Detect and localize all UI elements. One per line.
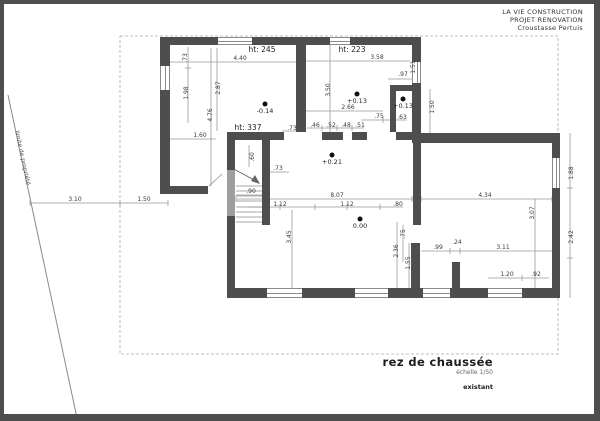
dimension-label: 3.11 bbox=[496, 244, 510, 251]
dimension-label: .75 bbox=[374, 113, 384, 120]
level-marker-value: 0.00 bbox=[352, 222, 368, 230]
dimension-label: 1.88 bbox=[568, 166, 575, 180]
dimension-label: .73 bbox=[287, 125, 297, 132]
dimension-label: 3.50 bbox=[325, 83, 332, 97]
wall-segment bbox=[262, 140, 270, 188]
wall-segment bbox=[352, 132, 367, 140]
dimension-label: .75 bbox=[400, 229, 407, 239]
room-height-label: ht: 337 bbox=[234, 123, 262, 132]
dimension-label: 1.51 bbox=[410, 60, 417, 74]
wall-segment bbox=[296, 45, 306, 132]
dimension-label: .99 bbox=[433, 244, 443, 251]
level-marker-dot bbox=[330, 153, 335, 158]
dimension-label: .51 bbox=[355, 122, 365, 129]
dimension-label: 1.98 bbox=[183, 86, 190, 100]
wall-segment bbox=[262, 188, 270, 225]
wall-segment bbox=[552, 188, 560, 298]
window bbox=[160, 66, 170, 90]
title-block-line1: LA VIE CONSTRUCTION bbox=[502, 8, 583, 16]
level-marker-value: -0.14 bbox=[256, 107, 274, 115]
wall-segment bbox=[227, 132, 284, 140]
level-marker-dot bbox=[358, 217, 363, 222]
wall-segment bbox=[522, 288, 560, 298]
wall-segment bbox=[388, 288, 423, 298]
dimension-label: .73 bbox=[182, 53, 189, 63]
window bbox=[423, 288, 450, 298]
dimension-label: 2.87 bbox=[215, 81, 222, 95]
level-marker-value: +0.13 bbox=[393, 102, 413, 110]
dimension-label: .60 bbox=[249, 152, 256, 162]
wall-segment bbox=[160, 90, 170, 186]
title-block-line2: PROJET RENOVATION bbox=[509, 16, 583, 24]
wall-segment bbox=[227, 140, 235, 170]
dimension-label: 4.34 bbox=[478, 192, 492, 199]
drawing-caption bbox=[383, 356, 493, 391]
wall-segment bbox=[413, 143, 421, 225]
dimension-label: 1.12 bbox=[273, 201, 287, 208]
wall-segment-light bbox=[227, 170, 235, 216]
dimension-label: 1.55 bbox=[405, 256, 412, 270]
plan-title: rez de chaussée bbox=[382, 355, 493, 369]
dimension-label: 4.40 bbox=[233, 55, 247, 62]
dimension-label: 8.07 bbox=[330, 192, 344, 199]
level-marker-dot bbox=[263, 102, 268, 107]
dimension-label: .73 bbox=[273, 165, 283, 172]
dimension-label: .80 bbox=[393, 201, 403, 208]
wall-segment bbox=[160, 186, 208, 194]
wall-segment bbox=[412, 83, 421, 133]
dimension-label: 2.66 bbox=[341, 104, 355, 111]
window bbox=[218, 37, 252, 45]
level-marker-value: +0.13 bbox=[347, 97, 367, 105]
wall-segment bbox=[412, 133, 560, 143]
dimension-label: 3.07 bbox=[529, 206, 536, 220]
dimension-label: 1.50 bbox=[429, 100, 436, 114]
dimension-label: .92 bbox=[531, 271, 541, 278]
wall-segment bbox=[160, 37, 170, 66]
plan-scale: échelle 1/50 bbox=[456, 369, 493, 376]
level-marker-dot bbox=[355, 92, 360, 97]
wall-segment bbox=[322, 132, 343, 140]
level-marker-value: +0.21 bbox=[322, 158, 342, 166]
wall-segment bbox=[411, 243, 420, 288]
title-block-line3: Croustasse Pertuis bbox=[517, 24, 583, 32]
dimension-label: .97 bbox=[398, 71, 408, 78]
dimension-label: 3.58 bbox=[370, 54, 384, 61]
plan-status: existant bbox=[463, 383, 493, 391]
dimension-label: .46 bbox=[310, 122, 320, 129]
dimension-label: .52 bbox=[326, 122, 336, 129]
dimension-label: .90 bbox=[246, 188, 256, 195]
dimension-label: .48 bbox=[341, 122, 351, 129]
room-height-label: ht: 245 bbox=[248, 45, 276, 54]
window bbox=[267, 288, 302, 298]
wall-segment bbox=[552, 143, 560, 158]
window bbox=[552, 158, 560, 188]
property-limit-label: limite de propriété bbox=[13, 130, 32, 186]
room-height-label: ht: 223 bbox=[338, 45, 366, 54]
wall-segment bbox=[227, 288, 267, 298]
dimension-label: 3.45 bbox=[286, 230, 293, 244]
dimension-label: 2.36 bbox=[393, 244, 400, 258]
level-marker-dot bbox=[401, 97, 406, 102]
wall-segment bbox=[252, 37, 330, 45]
wall-segment bbox=[350, 37, 412, 45]
dimension-label: 4.76 bbox=[207, 108, 214, 122]
wall-segment bbox=[450, 288, 488, 298]
dimension-label: 1.12 bbox=[340, 201, 354, 208]
wall-segment bbox=[227, 216, 235, 288]
window bbox=[330, 37, 350, 45]
dimension-label: 3.10 bbox=[68, 196, 82, 203]
window bbox=[355, 288, 388, 298]
dimension-label: 1.20 bbox=[500, 271, 514, 278]
dimension-label: 1.50 bbox=[137, 196, 151, 203]
dimension-label: .24 bbox=[452, 239, 462, 246]
window bbox=[488, 288, 522, 298]
dimension-label: .63 bbox=[397, 114, 407, 121]
dimension-label: 1.60 bbox=[193, 132, 207, 139]
wall-segment bbox=[412, 37, 421, 62]
wall-segment bbox=[302, 288, 355, 298]
dimension-label: 2.42 bbox=[568, 230, 575, 244]
wall-segment bbox=[452, 262, 460, 288]
stair-arrow-head bbox=[251, 175, 260, 184]
title-block bbox=[502, 8, 583, 32]
